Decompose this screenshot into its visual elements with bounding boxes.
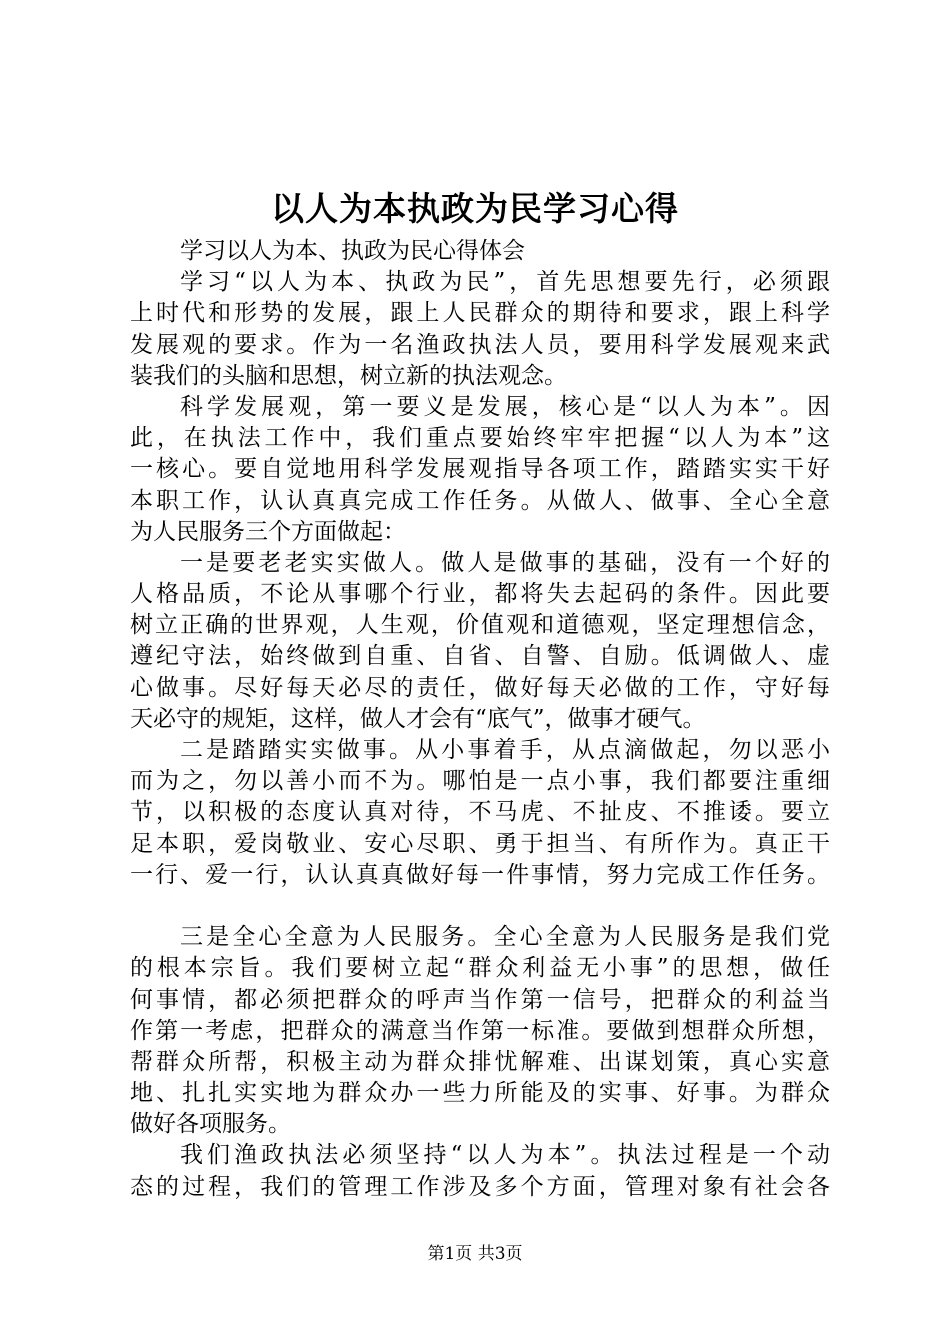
paragraph-line: 足本职，爱岗敬业、安心尽职、勇于担当、有所作为。真正干 — [130, 830, 830, 857]
paragraph-line: 我们渔政执法必须坚持“以人为本”。执法过程是一个动 — [180, 1142, 830, 1169]
paragraph-line: 一是要老老实实做人。做人是做事的基础，没有一个好的 — [180, 549, 830, 576]
paragraph-line: 人格品质，不论从事哪个行业，都将失去起码的条件。因此要 — [130, 581, 830, 608]
paragraph-line: 本职工作，认认真真完成工作任务。从做人、做事、全心全意 — [130, 487, 830, 514]
paragraph-line: 一行、爱一行，认认真真做好每一件事情，努力完成工作任务。 — [130, 861, 830, 888]
paragraph-line: 做好各项服务。 — [130, 1111, 291, 1138]
document-body — [130, 236, 830, 1203]
page-footer: 第1页 共3页 — [427, 1244, 523, 1264]
paragraph-line: 一核心。要自觉地用科学发展观指导各项工作，踏踏实实干好 — [130, 456, 830, 483]
paragraph-line: 上时代和形势的发展，跟上人民群众的期待和要求，跟上科学 — [130, 300, 830, 327]
paragraph-line: 节，以积极的态度认真对待，不马虎、不扯皮、不推诿。要立 — [130, 799, 830, 826]
paragraph-line: 三是全心全意为人民服务。全心全意为人民服务是我们党 — [180, 924, 830, 951]
paragraph-line: 装我们的头脑和思想，树立新的执法观念。 — [130, 362, 567, 389]
paragraph-line: 二是踏踏实实做事。从小事着手，从点滴做起，勿以恶小 — [180, 737, 830, 763]
document-title: 以人为本执政为民学习心得 — [271, 189, 679, 228]
paragraph-line: 发展观的要求。作为一名渔政执法人员，要用科学发展观来武 — [130, 331, 830, 358]
paragraph-line: 为人民服务三个方面做起： — [130, 518, 406, 545]
paragraph-line: 地、扎扎实实地为群众办一些力所能及的实事、好事。为群众 — [130, 1080, 830, 1107]
paragraph-line: 而为之，勿以善小而不为。哪怕是一点小事，我们都要注重细 — [130, 768, 830, 795]
paragraph-line: 学习“以人为本、执政为民”，首先思想要先行，必须跟 — [180, 269, 830, 296]
paragraph-line: 学习以人为本、执政为民心得体会 — [180, 238, 525, 264]
blank-line — [130, 891, 830, 922]
paragraph-line: 树立正确的世界观，人生观，价值观和道德观，坚定理想信念， — [130, 612, 830, 639]
paragraph-line: 何事情，都必须把群众的呼声当作第一信号，把群众的利益当 — [130, 986, 830, 1013]
paragraph-line: 态的过程，我们的管理工作涉及多个方面，管理对象有社会各 — [130, 1173, 830, 1200]
paragraph-line: 科学发展观，第一要义是发展，核心是“以人为本”。因 — [180, 393, 830, 420]
paragraph-line: 的根本宗旨。我们要树立起“群众利益无小事”的思想，做任 — [130, 955, 830, 982]
paragraph-line: 作第一考虑，把群众的满意当作第一标准。要做到想群众所想， — [130, 1017, 830, 1044]
paragraph-line: 天必守的规矩，这样，做人才会有“底气”，做事才硬气。 — [130, 705, 706, 732]
paragraph-line: 遵纪守法，始终做到自重、自省、自警、自励。低调做人、虚 — [130, 643, 830, 670]
paragraph-line: 此，在执法工作中，我们重点要始终牢牢把握“以人为本”这 — [130, 425, 830, 452]
paragraph-line: 心做事。尽好每天必尽的责任，做好每天必做的工作，守好每 — [130, 674, 830, 701]
paragraph-line: 帮群众所帮，积极主动为群众排忧解难、出谋划策，真心实意 — [130, 1048, 830, 1075]
